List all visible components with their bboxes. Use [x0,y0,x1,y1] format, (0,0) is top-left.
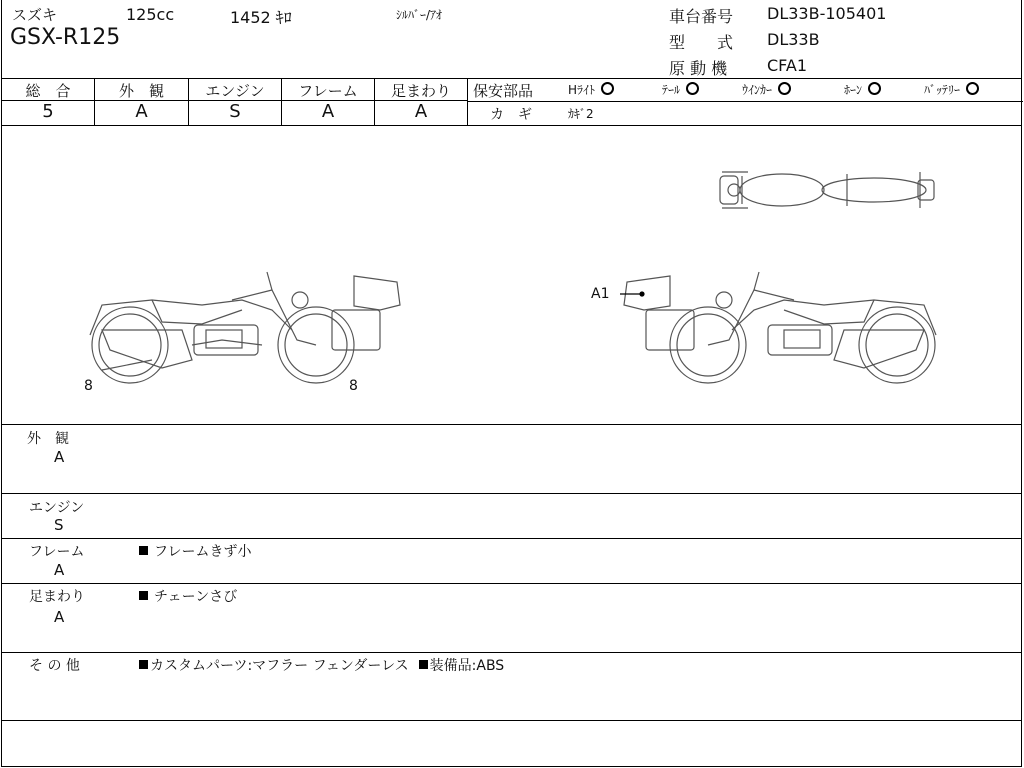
type-value: DL33B [767,30,820,49]
safety-tail-label: ﾃｰﾙ [662,83,681,97]
section-other-note [139,655,504,675]
motorcycle-right-view [620,272,936,383]
safety-battery-label: ﾊﾞｯﾃﾘｰ [924,83,961,97]
left-front-mark: 8 [84,378,93,394]
color: ｼﾙﾊﾞｰ/ｱｵ [396,8,443,22]
bullet-square-icon [419,660,428,669]
section-suspension-title: 足まわり [29,589,85,605]
safety-parts-label: 保安部品 [473,82,534,100]
section-exterior-title: 外 観 [27,431,69,447]
section-engine-grade: S [54,516,64,534]
section-engine-title: エンジン [29,500,85,516]
inspection-sheet [1,0,1022,767]
engine-value: CFA1 [767,56,808,75]
section-frame-title: フレーム [29,544,85,560]
section-suspension-note-text: チェーンさび [154,589,238,605]
section-suspension-grade: A [54,608,65,626]
grade-frame-value: A [321,101,335,122]
chassis-label: 車台番号 [669,7,734,26]
safety-horn-label: ﾎｰﾝ [844,83,863,97]
grade-engine-label: エンジン [205,82,265,100]
section-other-note-equipment: 装備品:ABS [429,658,505,674]
grade-engine-value: S [229,101,241,122]
divider [2,720,1021,721]
left-rear-mark: 8 [349,378,358,394]
section-frame-note [139,541,251,561]
grade-suspension-value: A [414,101,428,122]
section-suspension-note [139,586,237,606]
divider [2,424,1021,425]
section-frame-grade: A [54,561,65,579]
section-exterior-grade: A [54,448,65,466]
section-other-title: そ の 他 [29,658,80,674]
displacement: 125cc [126,5,175,24]
model-name: GSX-R125 [10,25,121,50]
divider [2,583,1021,584]
mileage: 1452 ｷﾛ [230,8,292,27]
chassis-value: DL33B-105401 [767,4,887,23]
divider [2,493,1021,494]
engine-label: 原 動 機 [669,59,728,78]
bullet-square-icon [139,660,148,669]
maker-name: スズキ [12,6,58,24]
grade-overall-value: 5 [42,101,54,122]
grade-frame-label: フレーム [298,82,358,100]
divider [2,538,1021,539]
key-label: カ ギ [490,107,532,123]
divider [2,652,1021,653]
section-other-note-custom: カスタムパーツ:マフラー フェンダーレス [150,658,409,674]
motorcycle-left-view [90,272,400,383]
key-value: ｶｷﾞ2 [568,107,594,121]
grade-exterior-label: 外 観 [118,82,164,100]
bullet-square-icon [139,546,148,555]
damage-annotation: A1 [591,286,610,302]
safety-winker-label: ｳｲﾝｶｰ [742,83,773,97]
motorcycle-top-view [720,172,934,208]
grade-overall-label: 総 合 [25,82,71,100]
section-frame-note-text: フレームきず小 [154,544,252,560]
grade-exterior-value: A [135,101,148,122]
safety-headlight-label: Hﾗｲﾄ [568,83,596,97]
type-label: 型 式 [669,33,734,52]
bullet-square-icon [139,591,148,600]
grade-suspension-label: 足まわり [390,82,451,100]
